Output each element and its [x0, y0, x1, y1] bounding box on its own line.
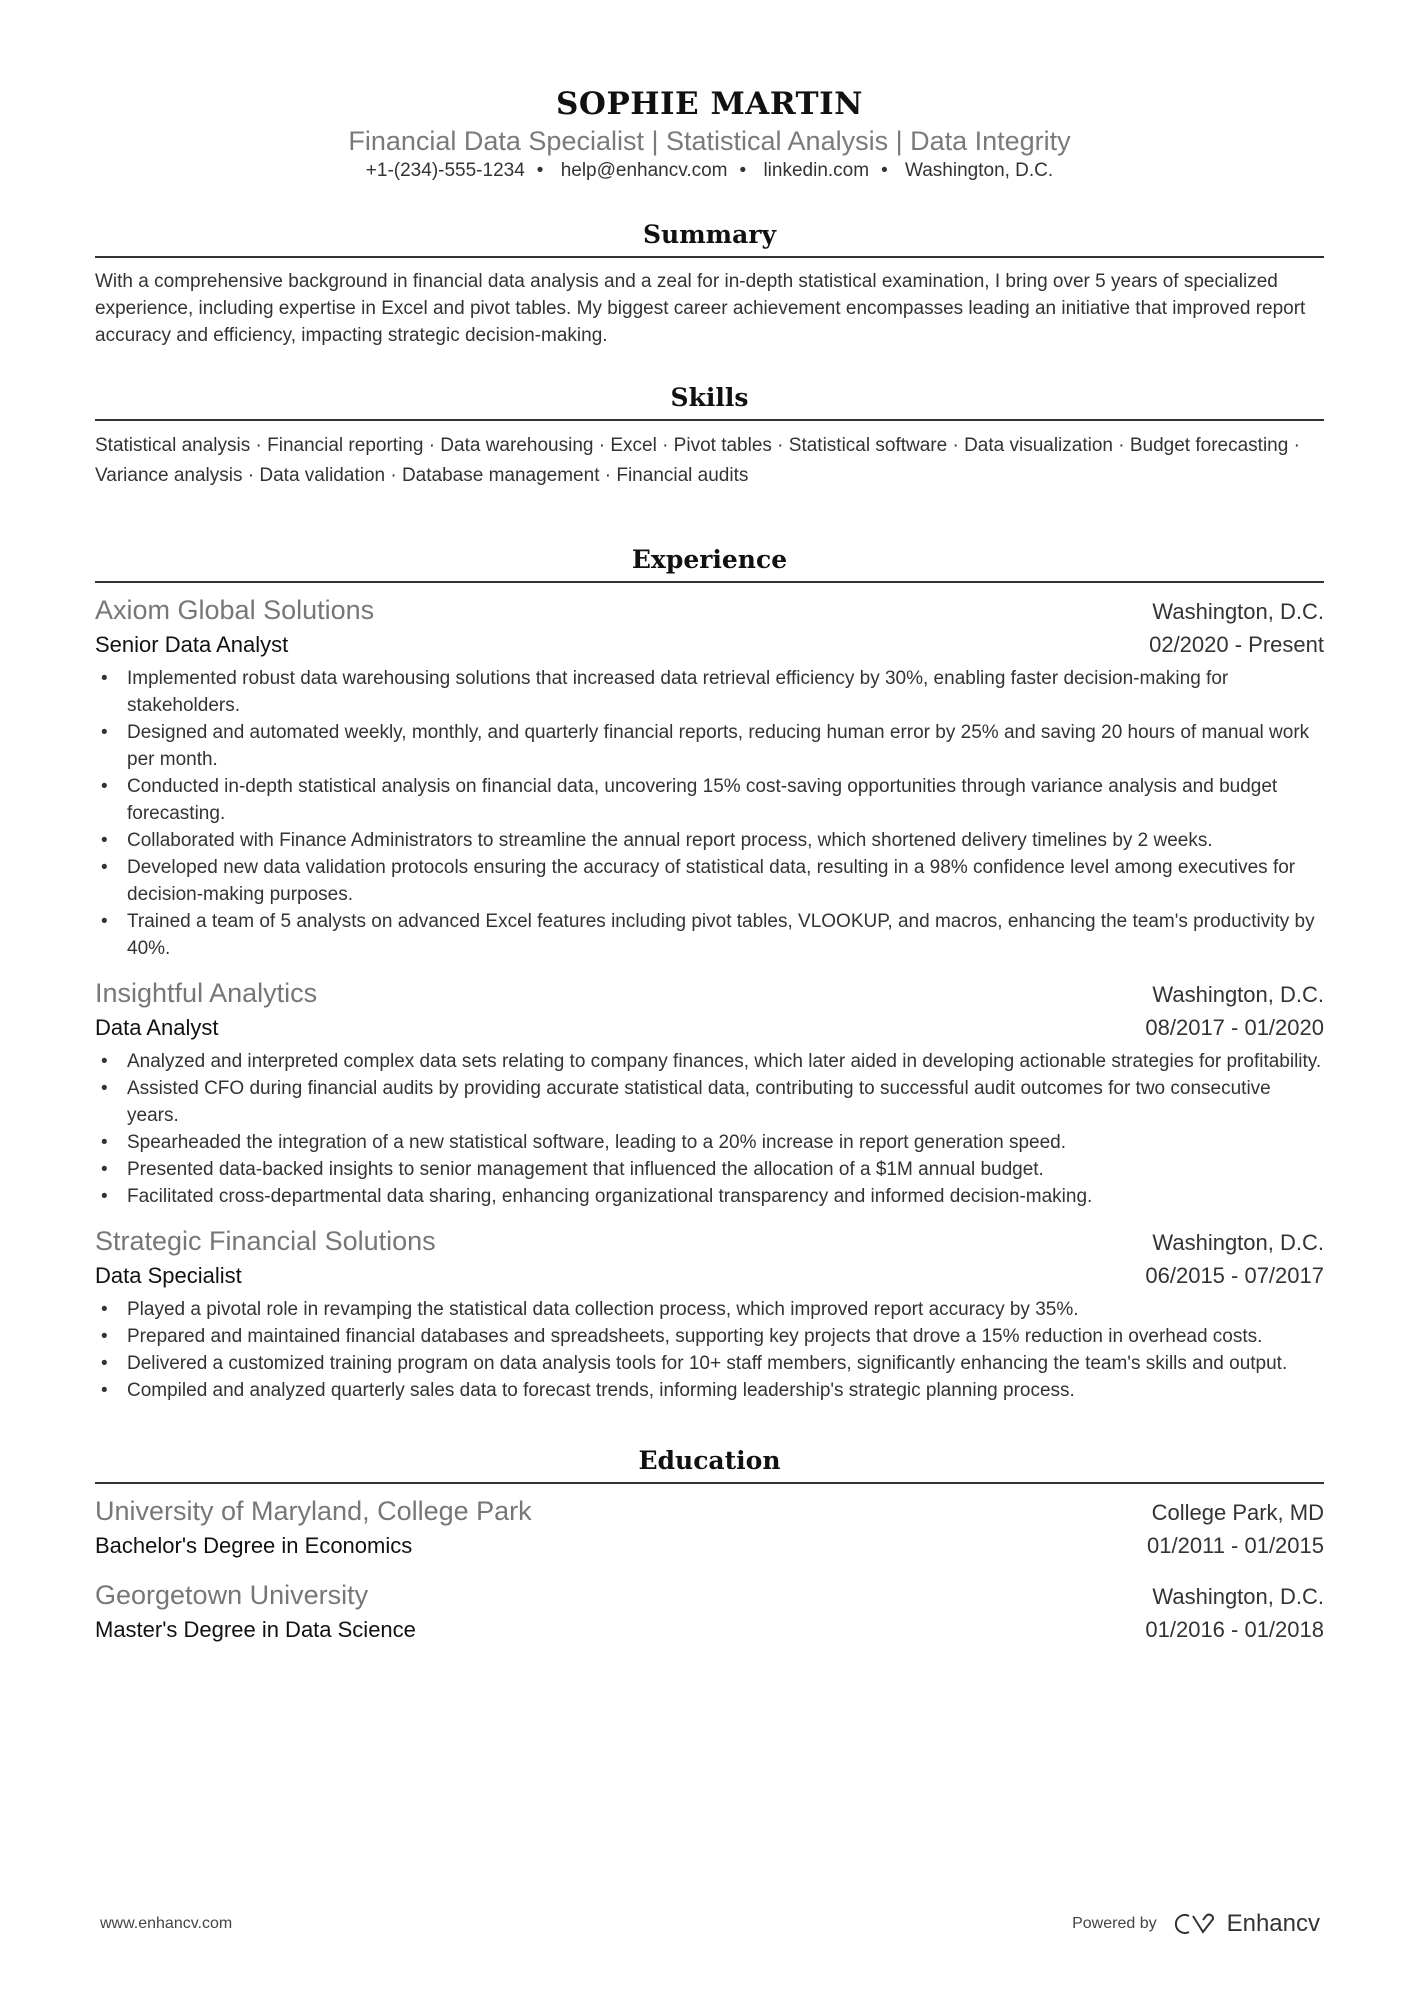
- powered-by: [1072, 1910, 1320, 1938]
- company-name: Insightful Analytics: [95, 978, 318, 1008]
- job-location: Washington, D.C.: [1152, 1230, 1324, 1255]
- contact-line: +1-(234)-555-1234 • help@enhancv.com • linkedin.com • Washington, D.C.: [365, 160, 1054, 181]
- achievement-bullet: • Prepared and maintained financial databases and spreadsheets, supporting key projects that drove a 15% reduction in overhead costs.: [95, 1323, 1324, 1350]
- experience-entry: [95, 593, 1324, 962]
- school-name: Georgetown University: [95, 1580, 369, 1610]
- job-title: Senior Data Analyst: [95, 632, 289, 657]
- enhancv-logo-icon: [1173, 1911, 1219, 1937]
- website-link[interactable]: www.enhancv.com: [100, 1915, 233, 1932]
- section-heading: Experience: [95, 543, 1324, 583]
- school-location: Washington, D.C.: [1152, 1584, 1324, 1609]
- experience-entry: [95, 976, 1324, 1210]
- company-name: Strategic Financial Solutions: [95, 1226, 436, 1256]
- job-title: Data Analyst: [95, 1015, 219, 1040]
- achievement-list: [95, 665, 1324, 962]
- achievement-bullet: • Implemented robust data warehousing solutions that increased data retrieval efficiency by 30%, enabling faster decision-making for stakeholders.: [95, 665, 1324, 719]
- location: Washington, D.C.: [905, 160, 1054, 181]
- phone: +1-(234)-555-1234: [365, 160, 525, 181]
- achievement-bullet: • Trained a team of 5 analysts on advanced Excel features including pivot tables, VLOOKUP, and macros, enhancing the team's productivity by 40%.: [95, 908, 1324, 962]
- achievement-bullet: • Facilitated cross-departmental data sharing, enhancing organizational transparency and informed decision-making.: [95, 1183, 1324, 1210]
- summary-section: [95, 218, 1324, 349]
- degree: Bachelor's Degree in Economics: [95, 1533, 413, 1558]
- company-name: Axiom Global Solutions: [95, 595, 375, 625]
- achievement-bullet: • Collaborated with Finance Administrators to streamline the annual report process, which shortened delivery timelines by 2 weeks.: [95, 827, 1324, 854]
- experience-entry: [95, 1224, 1324, 1404]
- job-dates: 02/2020 - Present: [1149, 632, 1324, 657]
- linkedin-link[interactable]: linkedin.com: [763, 160, 870, 181]
- section-heading: Education: [95, 1444, 1324, 1484]
- achievement-bullet: • Compiled and analyzed quarterly sales data to forecast trends, informing leadership's strategic planning process.: [95, 1377, 1324, 1404]
- summary-text: With a comprehensive background in financial data analysis and a zeal for in-depth statistical examination, I bring over 5 years of specialized experience, including expertise in Excel and pivot tables. My biggest career achievement encompasses leading an initiative that improved report accuracy and efficiency, impacting strategic decision-making.: [95, 271, 1306, 346]
- education-dates: 01/2011 - 01/2015: [1147, 1533, 1324, 1558]
- degree: Master's Degree in Data Science: [95, 1617, 416, 1642]
- education-entry: [95, 1578, 1324, 1646]
- achievement-list: [95, 1296, 1324, 1404]
- job-location: Washington, D.C.: [1152, 599, 1324, 624]
- brand-name: Enhancv: [1226, 1910, 1320, 1937]
- experience-section: [95, 543, 1324, 1404]
- resume: [95, 84, 1324, 1646]
- enhancv-logo: [1173, 1910, 1320, 1938]
- education-section: [95, 1444, 1324, 1646]
- education-dates: 01/2016 - 01/2018: [1145, 1617, 1324, 1642]
- skills-list: Statistical analysis · Financial reporting · Data warehousing · Excel · Pivot tables · Statistical software · Data visualization · Budget forecasting · Variance analysis · Data validation · Database management · Financial audits: [95, 435, 1300, 486]
- achievement-bullet: • Spearheaded the integration of a new statistical software, leading to a 20% increase in report generation speed.: [95, 1129, 1324, 1156]
- job-location: Washington, D.C.: [1152, 982, 1324, 1007]
- email-link[interactable]: help@enhancv.com: [560, 160, 728, 181]
- powered-by-label: Powered by: [1072, 1915, 1157, 1932]
- achievement-bullet: • Conducted in-depth statistical analysis on financial data, uncovering 15% cost-saving opportunities through variance analysis and budget forecasting.: [95, 773, 1324, 827]
- candidate-name: SOPHIE MARTIN: [556, 86, 863, 122]
- skills-section: [95, 381, 1324, 491]
- job-title: Data Specialist: [95, 1263, 242, 1288]
- achievement-bullet: • Developed new data validation protocols ensuring the accuracy of statistical data, resulting in a 98% confidence level among executives for decision-making purposes.: [95, 854, 1324, 908]
- school-name: University of Maryland, College Park: [95, 1496, 532, 1526]
- footer: [100, 1910, 1320, 1938]
- achievement-bullet: • Delivered a customized training program on data analysis tools for 10+ staff members, significantly enhancing the team's skills and output.: [95, 1350, 1324, 1377]
- headline: Financial Data Specialist | Statistical Analysis | Data Integrity: [348, 126, 1071, 156]
- achievement-bullet: • Designed and automated weekly, monthly, and quarterly financial reports, reducing human error by 25% and saving 20 hours of manual work per month.: [95, 719, 1324, 773]
- section-heading: Summary: [95, 218, 1324, 258]
- achievement-bullet: • Presented data-backed insights to senior management that influenced the allocation of a $1M annual budget.: [95, 1156, 1324, 1183]
- achievement-bullet: • Played a pivotal role in revamping the statistical data collection process, which improved report accuracy by 35%.: [95, 1296, 1324, 1323]
- achievement-bullet: • Assisted CFO during financial audits by providing accurate statistical data, contributing to successful audit outcomes for two consecutive years.: [95, 1075, 1324, 1129]
- job-dates: 06/2015 - 07/2017: [1145, 1263, 1324, 1288]
- section-heading: Skills: [95, 381, 1324, 421]
- education-entry: [95, 1494, 1324, 1562]
- school-location: College Park, MD: [1151, 1500, 1324, 1525]
- job-dates: 08/2017 - 01/2020: [1145, 1015, 1324, 1040]
- achievement-bullet: • Analyzed and interpreted complex data sets relating to company finances, which later aided in developing actionable strategies for profitability.: [95, 1048, 1324, 1075]
- achievement-list: [95, 1048, 1324, 1210]
